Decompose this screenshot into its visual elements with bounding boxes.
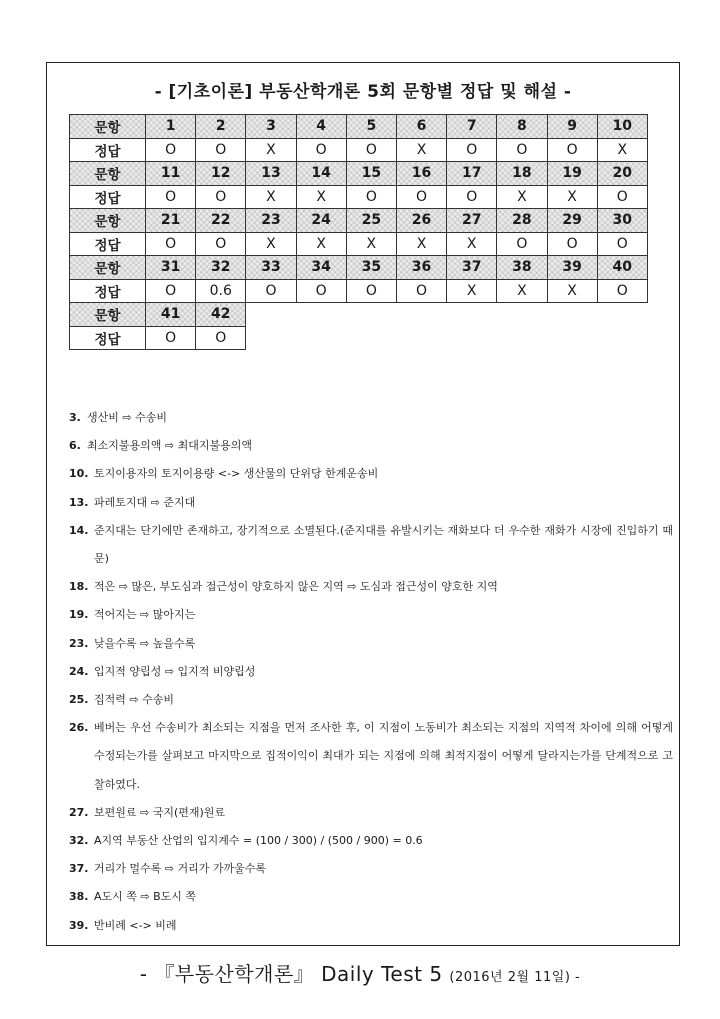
question-number: 33 (246, 256, 296, 280)
answer-value: O (497, 138, 547, 162)
empty-cell (597, 326, 647, 350)
answer-value: O (196, 185, 246, 209)
empty-cell (246, 303, 296, 327)
question-number: 13 (246, 162, 296, 186)
answer-value: O (597, 185, 647, 209)
answer-value: O (346, 138, 396, 162)
question-number: 30 (597, 209, 647, 233)
answer-value: O (497, 232, 547, 256)
answer-value: 0.6 (196, 279, 246, 303)
explanation-text: 생산비 ⇨ 수송비 (87, 411, 167, 424)
answer-value: O (196, 232, 246, 256)
question-number: 39 (547, 256, 597, 280)
question-number: 38 (497, 256, 547, 280)
answer-value: O (196, 326, 246, 350)
answer-value: O (447, 138, 497, 162)
answer-value: O (447, 185, 497, 209)
answer-value: X (597, 138, 647, 162)
answer-header: 정답 (70, 138, 146, 162)
question-number: 18 (497, 162, 547, 186)
question-number: 41 (146, 303, 196, 327)
page-title: - [기초이론] 부동산학개론 5회 문항별 정답 및 해설 - (154, 82, 572, 102)
explanation-number: 6. (69, 439, 81, 453)
explanation-number: 3. (69, 411, 81, 424)
explanation-number: 23. (69, 636, 89, 650)
question-number: 7 (447, 115, 497, 139)
question-header: 문항 (70, 209, 146, 233)
answer-value: X (447, 232, 497, 256)
answer-value: X (296, 185, 346, 209)
page-footer (0, 958, 720, 987)
question-number: 27 (447, 209, 497, 233)
explanation-text: A지역 부동산 산업의 입지계수 = (100 / 300) / (500 / 900) = 0.6 (94, 834, 423, 848)
question-number: 22 (196, 209, 246, 233)
explanation-number: 26. (69, 721, 89, 735)
question-number: 12 (196, 162, 246, 186)
question-number: 32 (196, 256, 246, 280)
answer-value: O (146, 138, 196, 162)
question-number: 4 (296, 115, 346, 139)
question-number: 40 (597, 256, 647, 280)
footer-title: - 『부동산학개론』 Daily Test 5 (139, 962, 443, 986)
question-number: 15 (346, 162, 396, 186)
question-number: 19 (547, 162, 597, 186)
explanation-number: 24. (69, 664, 89, 678)
empty-cell (497, 303, 547, 327)
question-number: 26 (396, 209, 446, 233)
question-number: 16 (396, 162, 446, 186)
empty-cell (396, 303, 446, 327)
question-row (70, 162, 648, 186)
question-row (70, 303, 648, 327)
question-number: 1 (146, 115, 196, 139)
answer-value: X (547, 185, 597, 209)
explanation-list (69, 404, 673, 940)
empty-cell (547, 303, 597, 327)
explanation-item (69, 573, 673, 601)
explanation-text: 베버는 우선 수송비가 최소되는 지점을 먼저 조사한 후, 이 지점이 노동비가 최소되는 지점의 지역적 차이에 의해 어떻게 수정되는가를 살펴보고 마지막으로 집적이익이 최대가 되는 지점에 의해 최적지점이 어떻게 달라지는가를 단계적으로 고찰하였다. (94, 721, 673, 791)
answer-value: X (246, 138, 296, 162)
explanation-item (69, 630, 673, 658)
answer-value: X (246, 232, 296, 256)
answer-value: O (396, 185, 446, 209)
explanation-item (69, 517, 673, 573)
explanation-number: 14. (69, 523, 89, 537)
explanation-number: 18. (69, 580, 89, 594)
answer-header: 정답 (70, 232, 146, 256)
answer-header: 정답 (70, 326, 146, 350)
answer-row (70, 326, 648, 350)
explanation-text: 집적력 ⇨ 수송비 (94, 693, 174, 707)
explanation-number: 19. (69, 608, 89, 622)
explanation-text: 보편원료 ⇨ 국지(편재)원료 (94, 805, 226, 819)
answer-value: O (346, 185, 396, 209)
question-number: 36 (396, 256, 446, 280)
explanation-text: 적어지는 ⇨ 많아지는 (94, 608, 196, 622)
question-number: 9 (547, 115, 597, 139)
explanation-item (69, 912, 673, 940)
explanation-number: 10. (69, 467, 89, 481)
question-number: 25 (346, 209, 396, 233)
question-header: 문항 (70, 256, 146, 280)
answer-header: 정답 (70, 185, 146, 209)
explanation-item (69, 827, 673, 855)
empty-cell (296, 303, 346, 327)
answer-value: X (396, 232, 446, 256)
answer-row (70, 232, 648, 256)
empty-cell (396, 326, 446, 350)
question-number: 24 (296, 209, 346, 233)
answer-value: O (196, 138, 246, 162)
question-row (70, 115, 648, 139)
question-number: 11 (146, 162, 196, 186)
empty-cell (346, 326, 396, 350)
answer-value: X (547, 279, 597, 303)
answer-table (69, 114, 648, 350)
question-number: 3 (246, 115, 296, 139)
answer-value: O (597, 279, 647, 303)
question-number: 17 (447, 162, 497, 186)
explanation-text: 거리가 멀수록 ⇨ 거리가 가까울수록 (94, 862, 266, 876)
question-number: 8 (497, 115, 547, 139)
answer-value: O (296, 279, 346, 303)
answer-header: 정답 (70, 279, 146, 303)
explanation-item (69, 686, 673, 714)
question-number: 23 (246, 209, 296, 233)
answer-value: O (346, 279, 396, 303)
explanation-item (69, 404, 673, 432)
answer-value: X (447, 279, 497, 303)
empty-cell (447, 326, 497, 350)
question-number: 42 (196, 303, 246, 327)
answer-value: X (346, 232, 396, 256)
question-number: 37 (447, 256, 497, 280)
answer-value: O (547, 232, 597, 256)
answer-value: O (547, 138, 597, 162)
explanation-item (69, 601, 673, 629)
explanation-item (69, 855, 673, 883)
explanation-number: 27. (69, 805, 89, 819)
empty-cell (296, 326, 346, 350)
explanation-text: 토지이용자의 토지이용량 <-> 생산물의 단위당 한계운송비 (94, 467, 379, 481)
question-header: 문항 (70, 303, 146, 327)
question-number: 21 (146, 209, 196, 233)
empty-cell (497, 326, 547, 350)
explanation-item (69, 432, 673, 460)
explanation-item (69, 714, 673, 799)
question-number: 35 (346, 256, 396, 280)
explanation-item (69, 489, 673, 517)
explanation-text: 낮을수록 ⇨ 높을수록 (94, 636, 196, 650)
question-number: 6 (396, 115, 446, 139)
question-header: 문항 (70, 162, 146, 186)
question-number: 20 (597, 162, 647, 186)
answer-value: O (146, 279, 196, 303)
answer-value: O (597, 232, 647, 256)
answer-value: O (146, 185, 196, 209)
explanation-text: 입지적 양립성 ⇨ 입지적 비양립성 (94, 664, 256, 678)
answer-value: O (146, 326, 196, 350)
explanation-number: 32. (69, 834, 89, 848)
question-number: 5 (346, 115, 396, 139)
footer-date: (2016년 2월 11일) - (449, 970, 581, 985)
answer-value: O (246, 279, 296, 303)
question-number: 34 (296, 256, 346, 280)
answer-row (70, 185, 648, 209)
question-header: 문항 (70, 115, 146, 139)
question-number: 31 (146, 256, 196, 280)
answer-value: X (497, 279, 547, 303)
empty-cell (547, 326, 597, 350)
explanation-number: 37. (69, 862, 89, 876)
question-number: 28 (497, 209, 547, 233)
empty-cell (597, 303, 647, 327)
answer-value: X (497, 185, 547, 209)
answer-value: O (296, 138, 346, 162)
explanation-item (69, 658, 673, 686)
answer-value: X (396, 138, 446, 162)
question-row (70, 256, 648, 280)
explanation-text: 반비례 <-> 비례 (94, 918, 177, 932)
explanation-number: 39. (69, 918, 89, 932)
question-row (70, 209, 648, 233)
question-number: 14 (296, 162, 346, 186)
answer-sheet-frame (46, 62, 680, 946)
explanation-item (69, 799, 673, 827)
answer-row (70, 138, 648, 162)
empty-cell (246, 326, 296, 350)
explanation-text: 적은 ⇨ 많은, 부도심과 접근성이 양호하지 않은 지역 ⇨ 도심과 접근성이 양호한 지역 (94, 580, 498, 594)
answer-value: X (296, 232, 346, 256)
explanation-number: 38. (69, 890, 89, 904)
answer-value: X (246, 185, 296, 209)
explanation-number: 13. (69, 495, 89, 509)
answer-row (70, 279, 648, 303)
explanation-text: A도시 쪽 ⇨ B도시 쪽 (94, 890, 197, 904)
explanation-text: 파레토지대 ⇨ 준지대 (94, 495, 196, 509)
question-number: 10 (597, 115, 647, 139)
empty-cell (346, 303, 396, 327)
empty-cell (447, 303, 497, 327)
explanation-item (69, 883, 673, 911)
explanation-number: 25. (69, 693, 89, 707)
answer-value: O (146, 232, 196, 256)
answer-value: O (396, 279, 446, 303)
question-number: 2 (196, 115, 246, 139)
explanation-text: 최소지불용의액 ⇨ 최대지불용의액 (87, 439, 252, 453)
explanation-text: 준지대는 단기에만 존재하고, 장기적으로 소멸된다.(준지대를 유발시키는 재화보다 더 우수한 재화가 시장에 진입하기 때문) (94, 523, 673, 566)
question-number: 29 (547, 209, 597, 233)
explanation-item (69, 460, 673, 488)
